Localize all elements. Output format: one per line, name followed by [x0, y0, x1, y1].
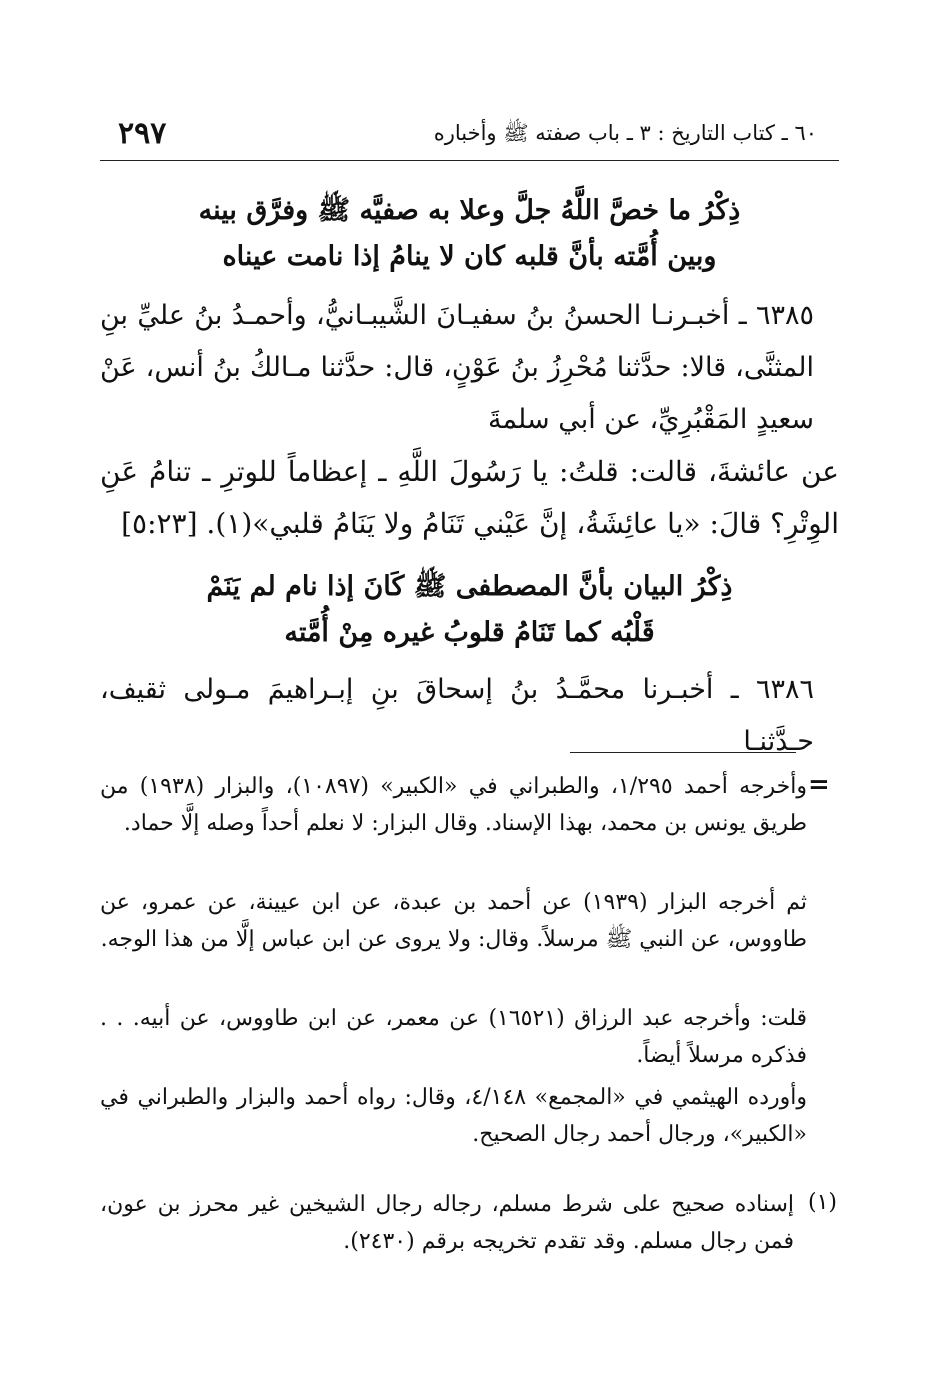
footnote-divider	[570, 752, 796, 753]
page-header	[100, 116, 839, 156]
footnote-1-number: (١)	[807, 1190, 837, 1215]
section-heading-2	[100, 564, 839, 656]
hadith-6385-matn: عن عائشةَ، قالت: قلتُ: يا رَسُولَ اللَّهِ ـ إعظاماً للوترِ ـ تنامُ عَنِ الوِتْرِ؟ قالَ: «يا عائِشَةُ، إنَّ عَيْني تَنَامُ ولا يَنَامُ قلبي»(١). [٥:٢٣]	[100, 455, 839, 540]
section-heading-1-line1: ذِكْرُ ما خصَّ اللَّهُ جلَّ وعلا به صفيَّه ﷺ وفرَّق بينه	[198, 195, 741, 226]
section-heading-2-line2: قَلْبُه كما تَنَامُ قلوبُ غيره مِنْ أُمَّته	[284, 617, 655, 648]
footnote-para-4: وأورده الهيثمي في «المجمع» ٤/١٤٨، وقال: رواه أحمد والبزار والطبراني في «الكبير»، ورجال أحمد رجال الصحيح.	[100, 1085, 807, 1147]
continuation-mark: =	[808, 770, 830, 800]
hadith-6386-isnad: ٦٣٨٦ ـ أخبـرنا محمَّـدُ بنُ إسحاقَ بنِ إبـراهيمَ مـولى ثقيف، حـدَّثنـا	[100, 674, 814, 757]
footnote-para-2: ثم أخرجه البزار (١٩٣٩) عن أحمد بن عبدة، عن ابن عيينة، عن عمرو، عن طاووس، عن النبي ﷺ مرسلاً. وقال: ولا يروى عن ابن عباس إلَّا من هذا الوجه.	[100, 890, 807, 952]
section-heading-1	[100, 188, 839, 280]
footnote-para-3: قلت: وأخرجه عبد الرزاق (١٦٥٢١) عن معمر، عن ابن طاووس، عن أبيه. . . فذكره مرسلاً أيضاً.	[100, 1006, 808, 1068]
page-number: ٢٩٧	[118, 116, 167, 151]
hadith-6385-isnad: ٦٣٨٥ ـ أخبـرنـا الحسنُ بنُ سفيـانَ الشَّيبـانيُّ، وأحمـدُ بنُ عليِّ بنِ المثنَّى، قالا: حدَّثنا مُحْرِزُ بنُ عَوْنٍ، قال: حدَّثنا مـالكُ بنُ أنس، عَنْ سعيدٍ المَقْبُرِيِّ، عن أبي سلمةَ	[100, 300, 814, 435]
footnote-para-1: وأخرجه أحمد ١/٢٩٥، والطبراني في «الكبير» (١٠٨٩٧)، والبزار (١٩٣٨) من طريق يونس بن محمد، بهذا الإسناد. وقال البزار: لا نعلم أحداً وصله إلَّا حماد.	[100, 774, 807, 836]
header-divider	[100, 160, 839, 161]
section-heading-1-line2: وبين أُمَّته بأنَّ قلبه كان لا ينامُ إذا نامت عيناه	[222, 241, 717, 272]
footnote-1-text: إسناده صحيح على شرط مسلم، رجاله رجال الشيخين غير محرز بن عون، فمن رجال مسلم. وقد تقدم تخريجه برقم (٢٤٣٠).	[100, 1192, 794, 1254]
running-title: ٦٠ ـ كتاب التاريخ : ٣ ـ باب صفته ﷺ وأخباره	[433, 121, 817, 145]
section-heading-2-line1: ذِكْرُ البيان بأنَّ المصطفى ﷺ كَانَ إذا نام لم يَنَمْ	[206, 571, 733, 602]
